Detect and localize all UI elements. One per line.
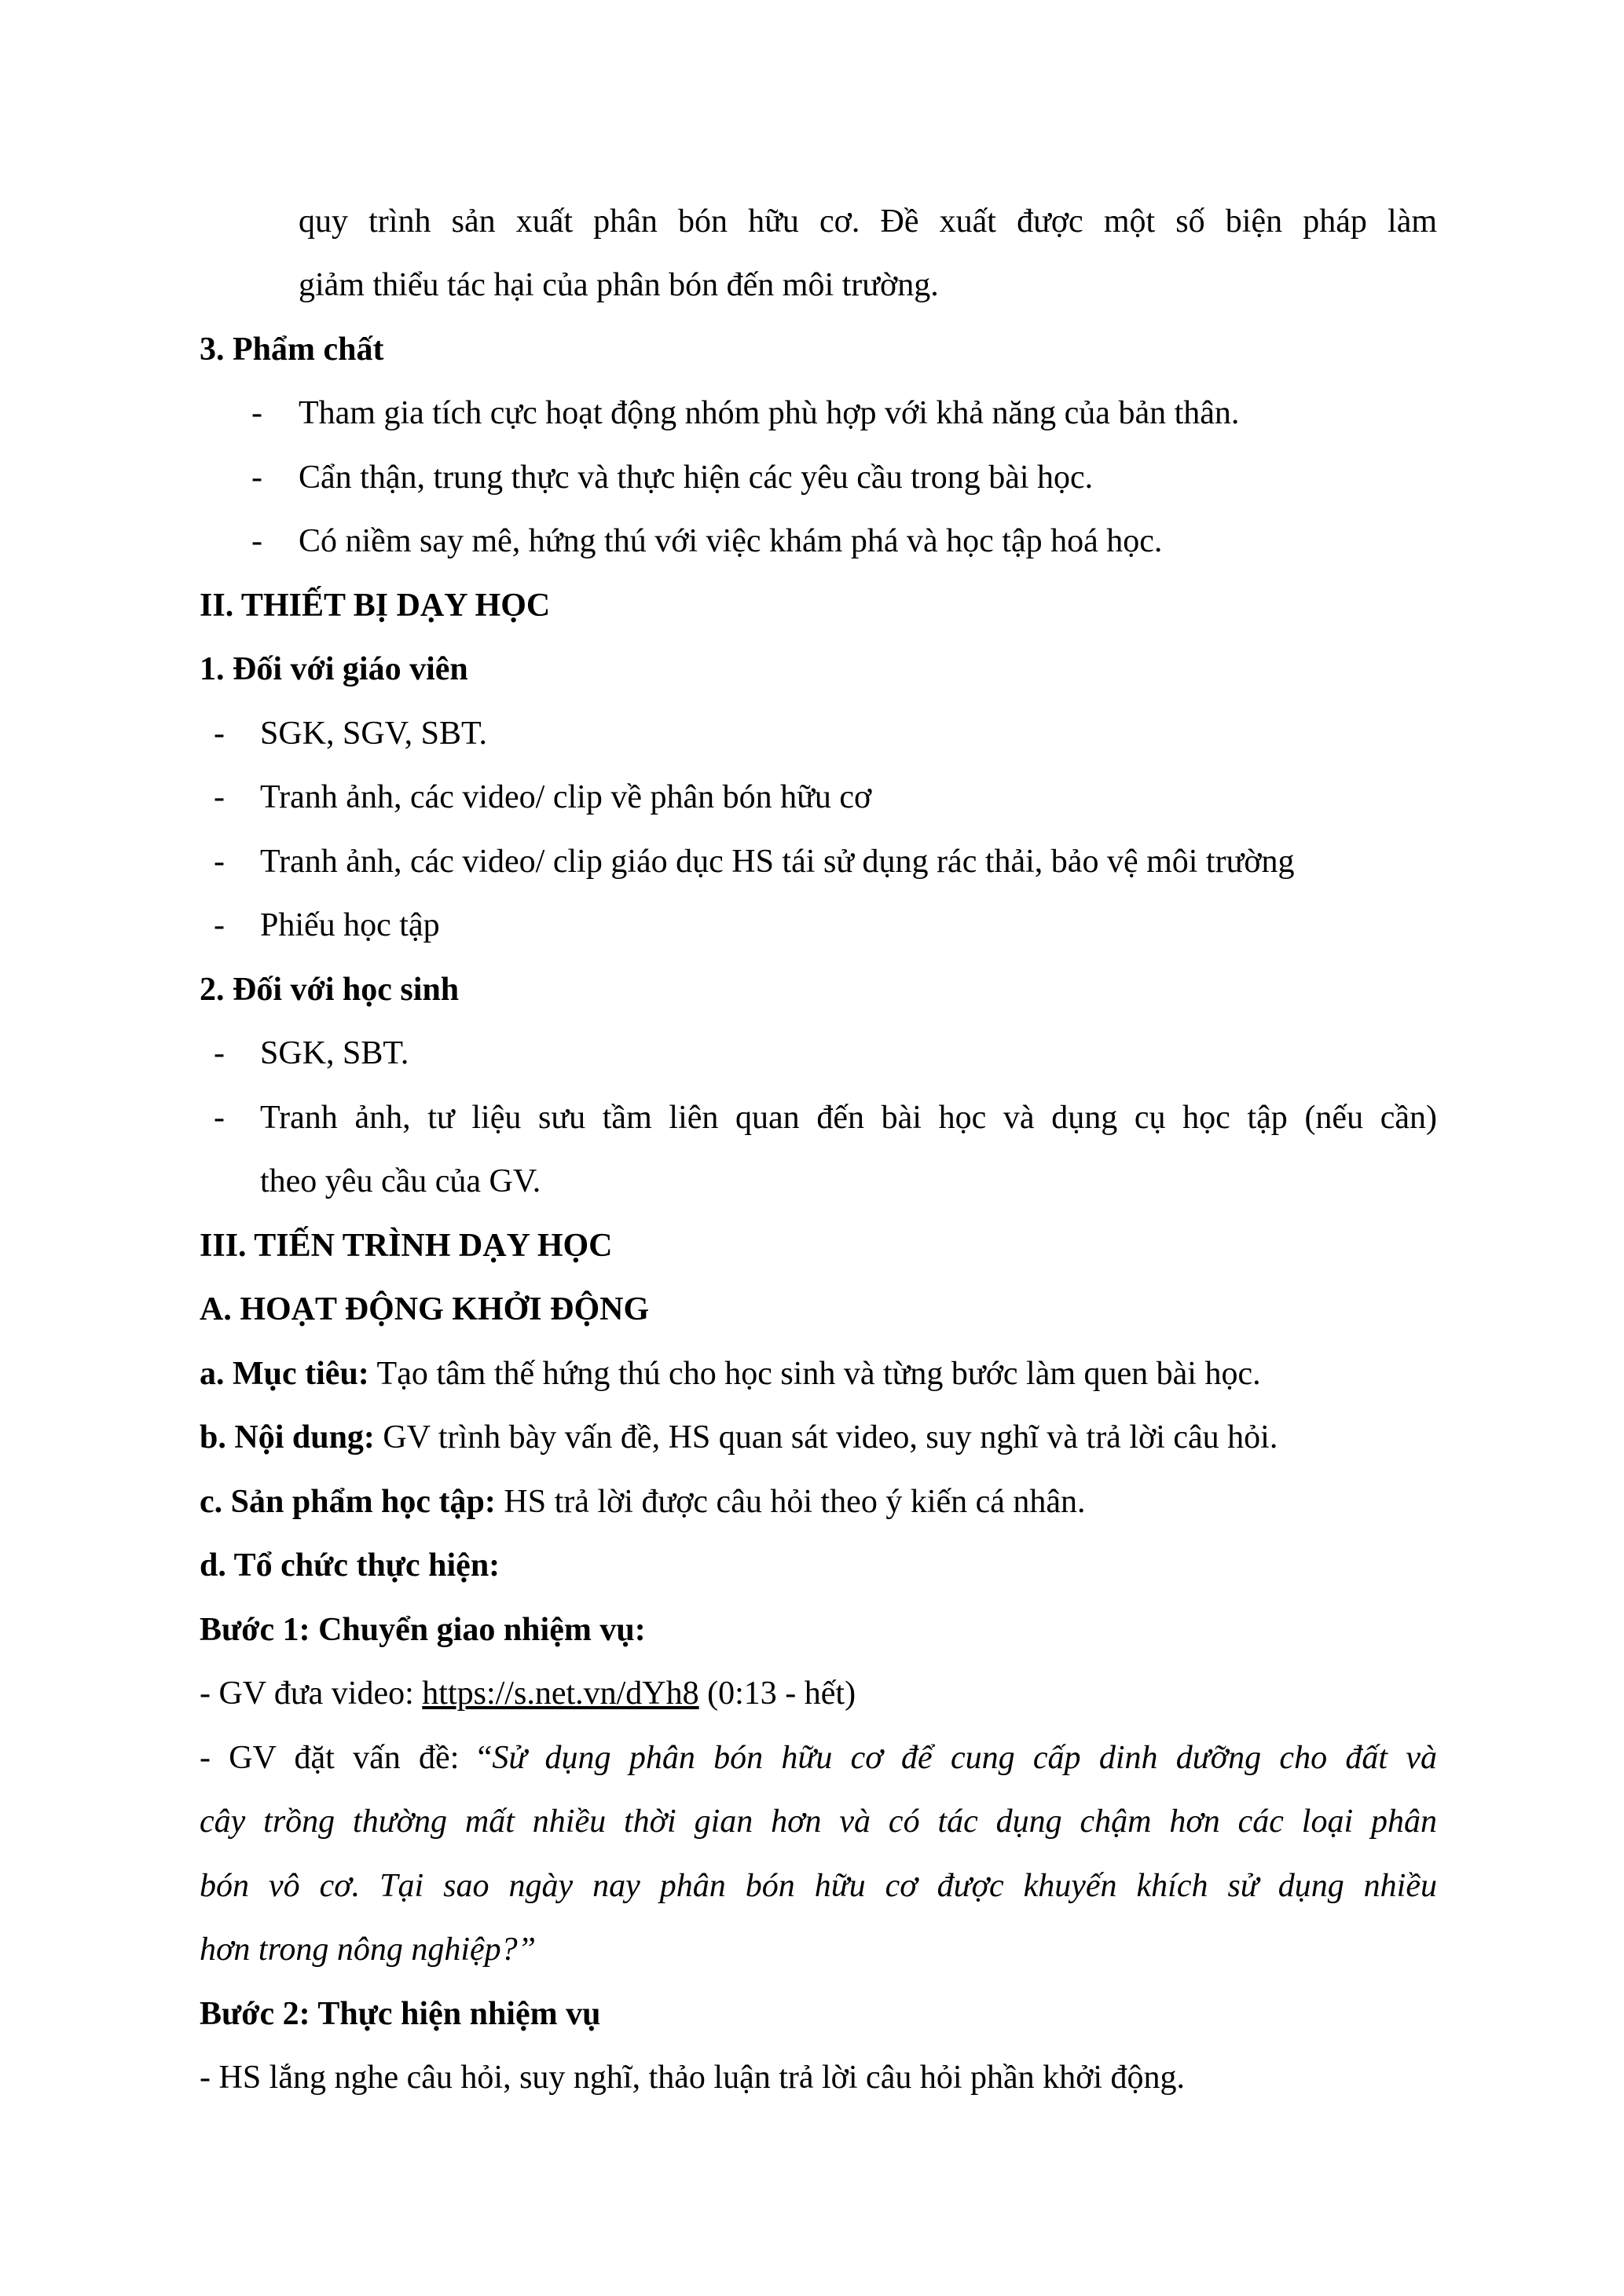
bullet-dash: - [214, 1100, 225, 1136]
question-text: Sử dụng phân bón hữu cơ để cung cấp dinh dưỡng cho đất và [492, 1740, 1437, 1776]
goal-line [200, 1354, 1261, 1393]
list-item: SGK, SBT. [260, 1035, 409, 1071]
video-link[interactable]: https://s.net.vn/dYh8 [422, 1675, 699, 1712]
bullet-dash: - [214, 844, 225, 880]
section-heading: 3. Phẩm chất [200, 331, 384, 368]
content-label: b. Nội dung: [200, 1419, 375, 1456]
product-text: HS trả lời được câu hỏi theo ý kiến cá nhân. [495, 1484, 1086, 1520]
bullet-dash: - [251, 395, 262, 431]
list-item: Tham gia tích cực hoạt động nhóm phù hợp với khả năng của bản thân. [299, 395, 1240, 431]
bullet-dash: - [214, 779, 225, 815]
bullet-dash: - [214, 907, 225, 943]
question-prefix: - GV đặt vấn đề: “ [200, 1740, 493, 1776]
list-item: Tranh ảnh, các video/ clip về phân bón hữu cơ [260, 779, 872, 815]
list-item: Phiếu học tập [260, 907, 440, 943]
bullet-dash: - [214, 1035, 225, 1071]
list-item: Cẩn thận, trung thực và thực hiện các yêu cầu trong bài học. [299, 460, 1094, 496]
paragraph-line: quy trình sản xuất phân bón hữu cơ. Đề xuất được một số biện pháp làm [299, 203, 1437, 240]
step-heading: Bước 1: Chuyển giao nhiệm vụ: [200, 1612, 646, 1648]
goal-text: Tạo tâm thế hứng thú cho học sinh và từng bước làm quen bài học. [368, 1356, 1261, 1392]
question-line [200, 1738, 1437, 1778]
list-item: Tranh ảnh, tư liệu sưu tầm liên quan đến bài học và dụng cụ học tập (nếu cần) [260, 1100, 1437, 1136]
content-line [200, 1418, 1278, 1457]
step-heading: Bước 2: Thực hiện nhiệm vụ [200, 1996, 601, 2032]
question-line: hơn trong nông nghiệp?” [200, 1932, 537, 1968]
bullet-dash: - [251, 523, 262, 559]
paragraph-line: giảm thiểu tác hại của phân bón đến môi trường. [299, 267, 939, 303]
bullet-dash: - [251, 460, 262, 496]
bullet-dash: - [214, 716, 225, 752]
list-item: Có niềm say mê, hứng thú với việc khám phá và học tập hoá học. [299, 523, 1163, 559]
organization-label: d. Tổ chức thực hiện: [200, 1547, 500, 1584]
question-line: cây trồng thường mất nhiều thời gian hơn và có tác dụng chậm hơn các loại phân [200, 1803, 1437, 1840]
subsection-heading: 2. Đối với học sinh [200, 972, 460, 1008]
video-prefix: - GV đưa video: [200, 1675, 423, 1712]
product-line [200, 1482, 1086, 1522]
video-suffix: (0:13 - hết) [698, 1675, 856, 1712]
question-line: bón vô cơ. Tại sao ngày nay phân bón hữu cơ được khuyến khích sử dụng nhiều [200, 1868, 1437, 1904]
list-item: Tranh ảnh, các video/ clip giáo dục HS tái sử dụng rác thải, bảo vệ môi trường [260, 844, 1295, 880]
list-item-continuation: theo yêu cầu của GV. [260, 1163, 541, 1199]
product-label: c. Sản phẩm học tập: [200, 1484, 496, 1520]
video-line [200, 1674, 856, 1713]
content-text: GV trình bày vấn đề, HS quan sát video, suy nghĩ và trả lời câu hỏi. [374, 1419, 1278, 1456]
section-heading: III. TIẾN TRÌNH DẠY HỌC [200, 1228, 613, 1264]
step-text: - HS lắng nghe câu hỏi, suy nghĩ, thảo luận trả lời câu hỏi phần khởi động. [200, 2060, 1186, 2096]
section-heading: II. THIẾT BỊ DẠY HỌC [200, 588, 551, 624]
goal-label: a. Mục tiêu: [200, 1356, 369, 1392]
list-item: SGK, SGV, SBT. [260, 716, 488, 752]
activity-heading: A. HOẠT ĐỘNG KHỞI ĐỘNG [200, 1291, 650, 1327]
subsection-heading: 1. Đối với giáo viên [200, 651, 468, 687]
